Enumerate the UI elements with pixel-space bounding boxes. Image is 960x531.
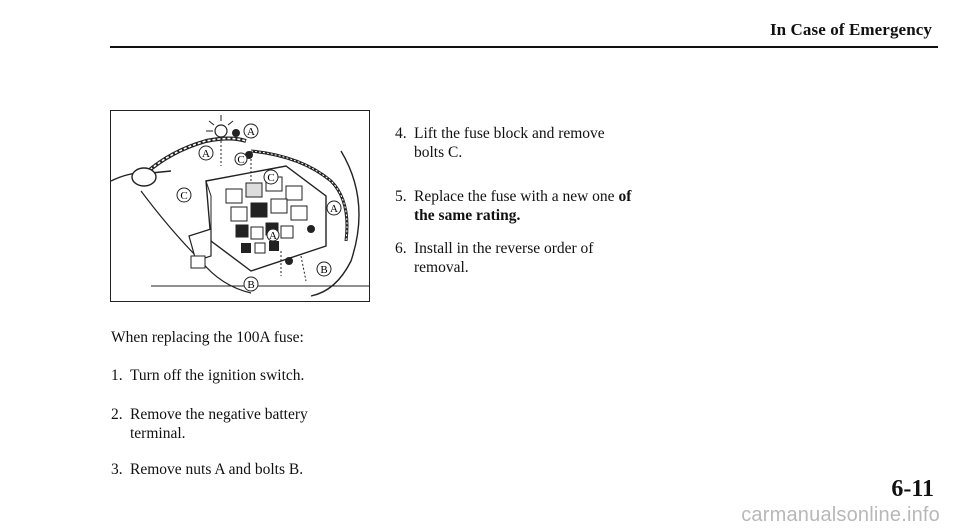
step-text-line-1: Remove the negative battery — [130, 406, 308, 423]
step-text-line-1 — [395, 187, 695, 206]
watermark: carmanualsonline.info — [741, 504, 940, 526]
step-number: 5. — [395, 188, 407, 205]
callout-c-left: C — [180, 190, 188, 202]
fuse-block-illustration — [110, 110, 370, 302]
step-text-line-2: the same rating. — [414, 207, 521, 224]
step-2 — [111, 405, 411, 443]
step-number: 2. — [111, 406, 123, 423]
step-text-line-2: removal. — [414, 259, 469, 276]
step-number: 6. — [395, 240, 407, 257]
step-text: Turn off the ignition switch. — [130, 367, 305, 384]
step-text: Remove nuts A and bolts B. — [130, 461, 304, 478]
callout-a-center: A — [269, 230, 277, 242]
step-number: 3. — [111, 461, 123, 478]
page-number: 6-11 — [891, 476, 934, 502]
section-title: In Case of Emergency — [769, 20, 932, 39]
callout-a-left: A — [202, 148, 210, 160]
header-rule — [110, 46, 938, 48]
intro-text: When replacing the 100A fuse: — [111, 329, 304, 346]
callout-c-upper: C — [237, 154, 245, 166]
callout-a-right: A — [330, 203, 338, 215]
step-text-line-1: Install in the reverse order of — [414, 240, 594, 257]
callout-c-top: C — [267, 172, 275, 184]
step-3 — [111, 460, 411, 479]
step-text-plain: Replace the fuse with a new one — [414, 188, 619, 205]
step-text-bold: of — [618, 188, 632, 205]
callout-b-right: B — [320, 264, 328, 276]
fuse-block-engine-bay-illustration-icon — [111, 111, 369, 301]
step-number: 1. — [111, 367, 123, 384]
step-text-line-2: terminal. — [130, 425, 186, 442]
step-6 — [395, 239, 695, 277]
step-4 — [395, 124, 695, 162]
callout-a-top: A — [247, 126, 255, 138]
step-5 — [395, 187, 695, 225]
step-text-line-2: bolts C. — [414, 144, 463, 161]
step-1 — [111, 366, 411, 385]
callout-b-bottom: B — [247, 279, 255, 291]
step-text-line-1: Lift the fuse block and remove — [414, 125, 605, 142]
step-number: 4. — [395, 125, 407, 142]
